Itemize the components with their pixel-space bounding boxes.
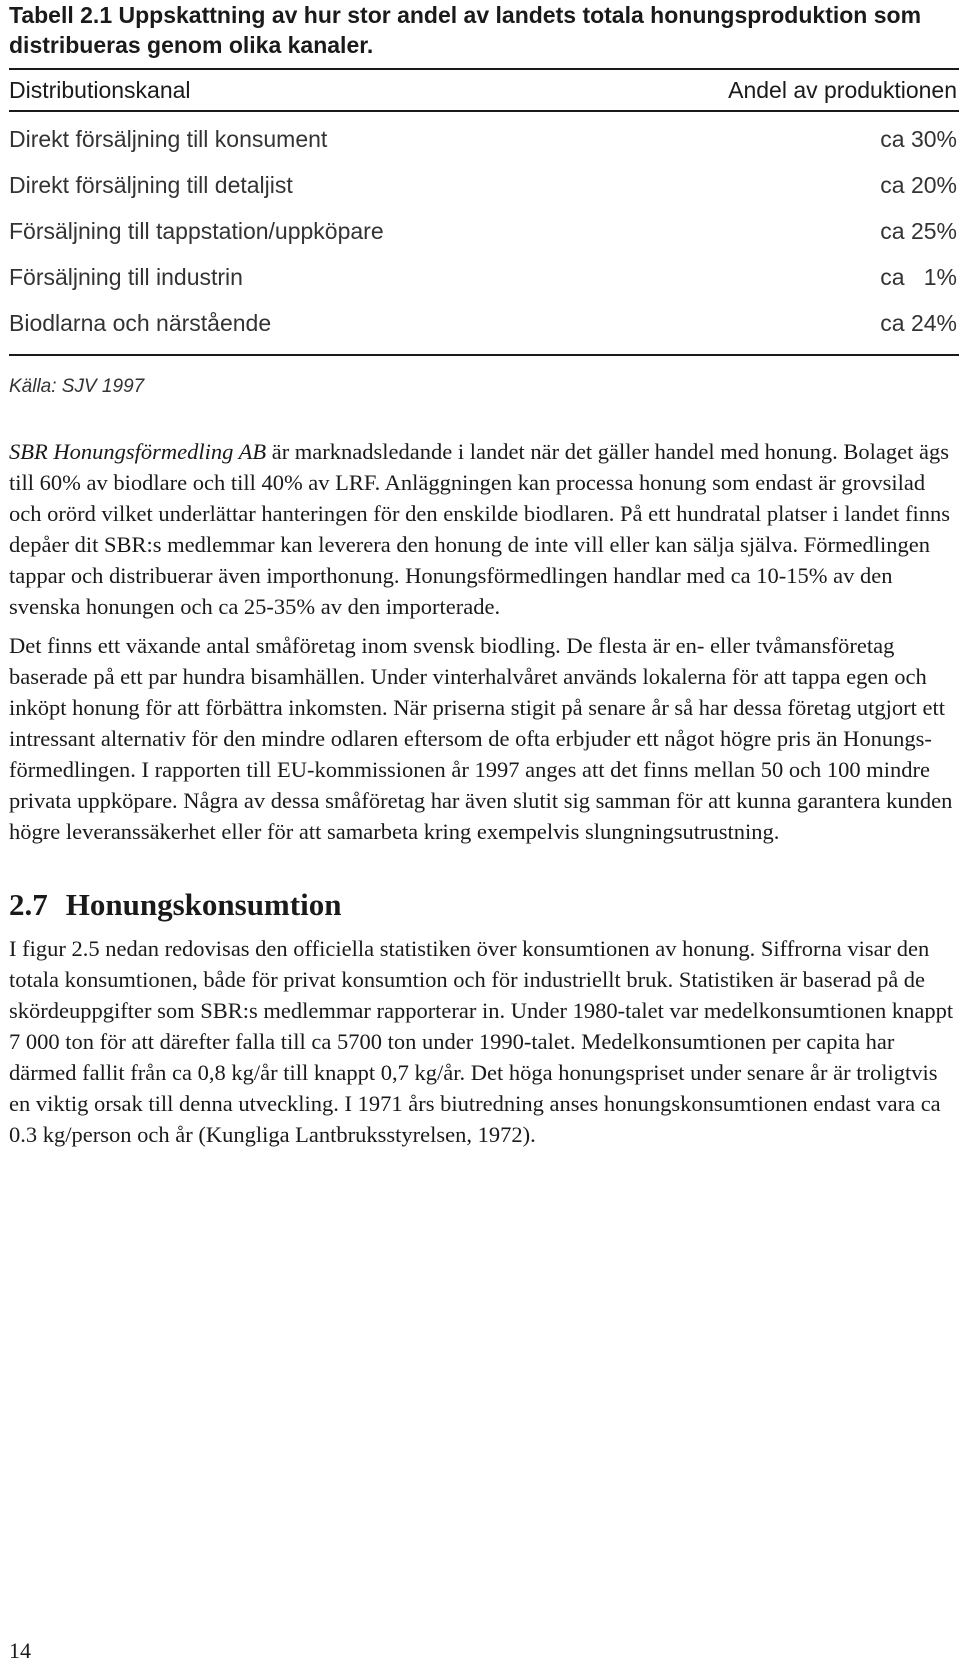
section-number: 2.7	[9, 887, 48, 922]
table-row	[9, 300, 959, 355]
document-page	[9, 0, 959, 1150]
paragraph-sbr	[9, 436, 954, 622]
table-row	[9, 208, 959, 254]
share-cell: ca 1%	[880, 263, 957, 290]
header-channel: Distributionskanal	[9, 76, 191, 103]
paragraph-sbr-text: är marknadsledande i landet när det gäller handel med honung. Bolaget ägs till 60% av biodlare och till 40% av LRF. Anläggningen kan processa honung som endast är grovsilad och orörd vilket underlättar hanteringen för den enskilde biodlaren. På ett hundratal platser i landet finns depåer dit SBR:s medlemmar kan leverera den honung de inte vill eller kan sälja själva. Förmedlingen tappar och distribuerar även importhonung. Honungsförmedlingen handlar med ca 10-15% av den svenska honungen och ca 25-35% av den importerade.	[9, 439, 950, 619]
table-row	[9, 162, 959, 208]
section-title: Honungskonsumtion	[65, 887, 342, 922]
channel-cell: Biodlarna och närstående	[9, 309, 272, 336]
paragraph-consumption: I figur 2.5 nedan redovisas den officiella statistiken över konsumtionen av honung. Siffrorna visar den totala konsumtionen, både för privat konsumtion och för industriellt bruk. Statistiken är baserad på de skördeuppgifter som SBR:s medlemmar rapporterar in. Under 1980-talet var medelkonsumtionen knappt 7 000 ton för att därefter falla till ca 5700 ton under 1990-talet. Medelkonsumtionen per capita har därmed fallit från ca 0,8 kg/år till knappt 0,7 kg/år. Det höga honungspriset under senare år är troligtvis en viktig orsak till denna utveckling. I 1971 års biutredning anses honungskonsumtionen endast vara ca 0.3 kg/person och år (Kungliga Lantbruksstyrelsen, 1972).	[9, 936, 954, 1147]
paragraph-small-companies: Det finns ett växande antal småföretag inom svensk biodling. De flesta är en- eller tvåmansföretag baserade på ett par hundra bisamhällen. Under vinterhalvåret används lokalerna för att tappa egen och inköpt honung för att förbättra inkomsten. När priserna stigit på senare år så har dessa företag utgjort ett intressant alternativ för den mindre odlaren eftersom de ofta erbjuder ett något högre pris än Honungs-förmedlingen. I rapporten till EU-kommissionen år 1997 anges att det finns mellan 50 och 100 mindre privata uppköpare. Några av dessa småföretag har även slutit sig samman för att kunna garantera kunden högre leveranssäkerhet eller för att samarbeta kring exempelvis slungningsutrustning.	[9, 633, 953, 844]
channel-cell: Direkt försäljning till konsument	[9, 125, 328, 152]
channel-cell: Direkt försäljning till detaljist	[9, 171, 293, 198]
distribution-table	[9, 68, 959, 356]
header-share: Andel av produktionen	[728, 76, 957, 103]
table-caption: Tabell 2.1 Uppskattning av hur stor andel av landets totala honungsproduktion som distribueras genom olika kanaler.	[9, 2, 922, 58]
share-cell: ca 24%	[880, 309, 957, 336]
company-name: SBR Honungsförmedling AB	[9, 439, 267, 464]
table-row	[9, 254, 959, 300]
share-cell: ca 25%	[880, 217, 957, 244]
share-cell: ca 30%	[880, 125, 957, 152]
table-header-row	[9, 69, 959, 111]
channel-cell: Försäljning till tappstation/uppköpare	[9, 217, 384, 244]
share-cell: ca 20%	[880, 171, 957, 198]
channel-cell: Försäljning till industrin	[9, 263, 243, 290]
table-row	[9, 111, 959, 162]
section-heading	[9, 885, 959, 925]
table-source: Källa: SJV 1997	[9, 376, 145, 397]
page-number: 14	[9, 1638, 31, 1663]
